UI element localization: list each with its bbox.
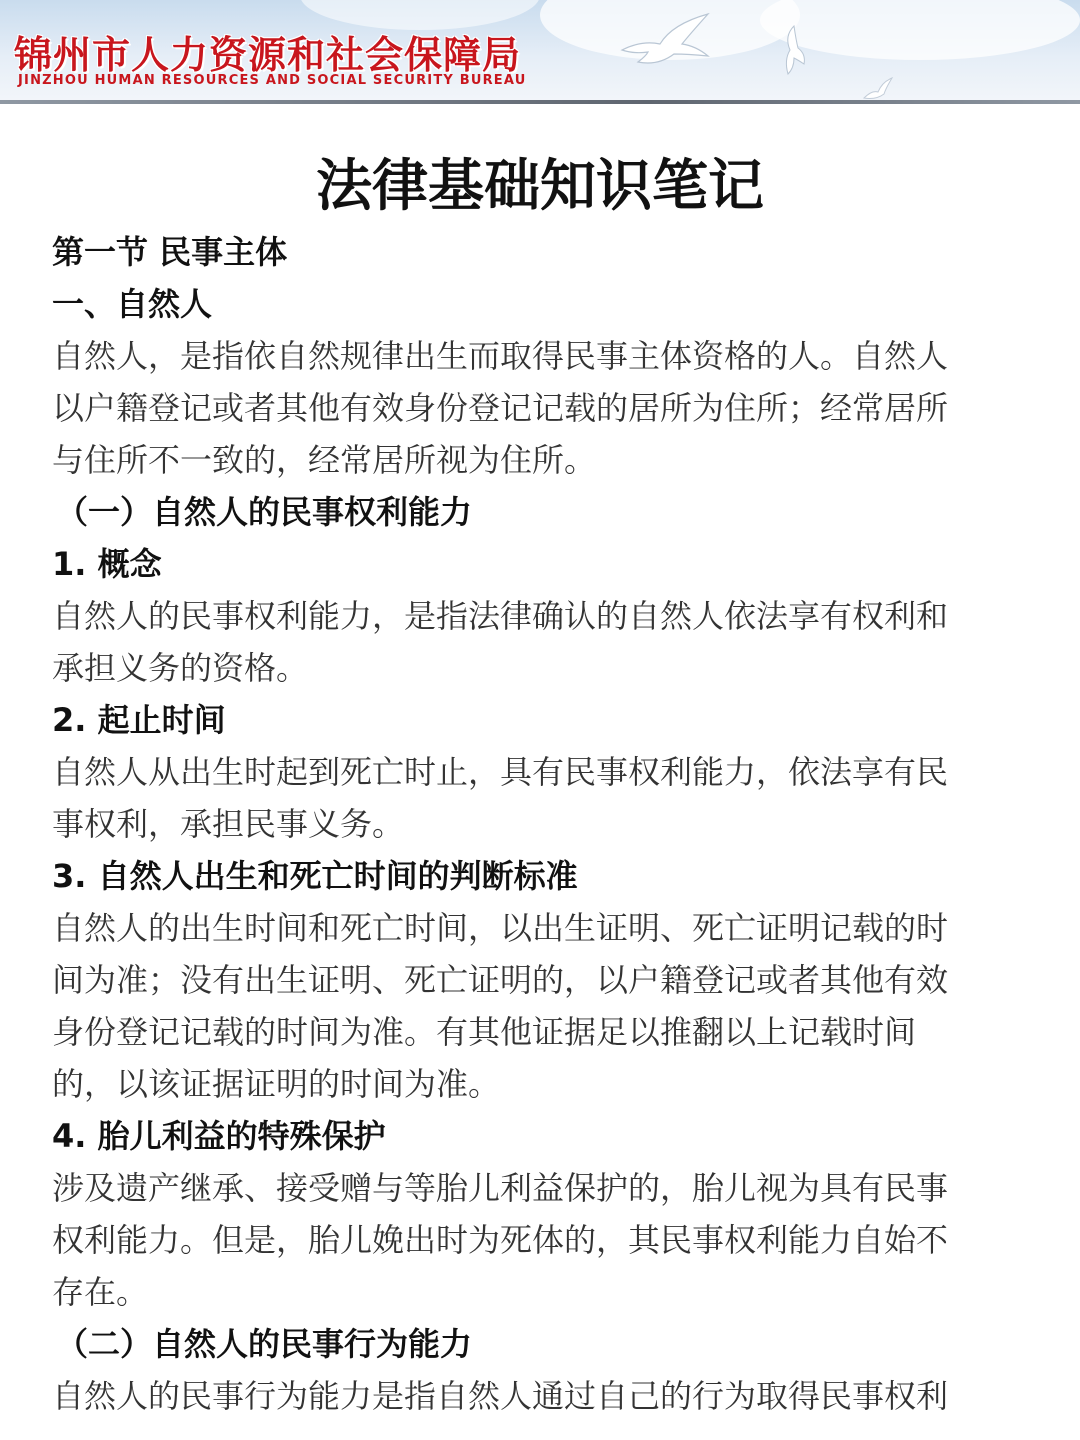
notes-content: [52, 226, 1028, 1422]
section-heading: 第一节 民事主体: [52, 233, 288, 271]
paragraph-line: 自然人的民事行为能力是指自然人通过自己的行为取得民事权利: [52, 1377, 949, 1415]
bureau-name-cn: 锦州市人力资源和社会保障局: [14, 33, 522, 77]
paragraph-line: 承担义务的资格。: [52, 649, 309, 687]
paragraph-line: 自然人的出生时间和死亡时间，以出生证明、死亡证明记载的时: [52, 909, 949, 947]
item-heading: 4. 胎儿利益的特殊保护: [52, 1117, 386, 1155]
paragraph-line: 身份登记记载的时间为准。有其他证据足以推翻以上记载时间: [52, 1013, 917, 1051]
header-banner: [0, 0, 1080, 104]
paragraph-line: 事权利，承担民事义务。: [52, 805, 405, 843]
page-title: 法律基础知识笔记: [316, 153, 764, 219]
paragraph-line: 涉及遗产继承、接受赠与等胎儿利益保护的，胎儿视为具有民事: [52, 1169, 949, 1207]
paragraph-line: 间为准；没有出生证明、死亡证明的，以户籍登记或者其他有效: [52, 961, 949, 999]
paragraph-line: 自然人从出生时起到死亡时止，具有民事权利能力，依法享有民: [52, 753, 949, 791]
dove-icon: [770, 24, 810, 76]
dove-icon: [612, 10, 722, 70]
item-heading: 1. 概念: [52, 545, 162, 583]
paragraph-line: 的，以该证据证明的时间为准。: [52, 1065, 501, 1103]
paragraph-line: 权利能力。但是，胎儿娩出时为死体的，其民事权利能力自始不: [52, 1221, 949, 1259]
banner-divider: [0, 100, 1080, 104]
item-heading: 3. 自然人出生和死亡时间的判断标准: [52, 857, 578, 895]
paragraph-line: 自然人的民事权利能力，是指法律确认的自然人依法享有权利和: [52, 597, 949, 635]
dove-icon: [862, 76, 894, 102]
subsection-heading: （二）自然人的民事行为能力: [56, 1325, 473, 1363]
item-heading: 2. 起止时间: [52, 701, 226, 739]
paragraph-line: 存在。: [52, 1273, 149, 1311]
subsection-heading: 一、自然人: [52, 285, 213, 323]
paragraph-line: 与住所不一致的，经常居所视为住所。: [52, 441, 597, 479]
paragraph-line: 自然人，是指依自然规律出生而取得民事主体资格的人。自然人: [52, 337, 949, 375]
bureau-name-en: JINZHOU HUMAN RESOURCES AND SOCIAL SECURITY BUREAU: [18, 73, 527, 88]
subsection-heading: （一）自然人的民事权利能力: [56, 493, 473, 531]
paragraph-line: 以户籍登记或者其他有效身份登记记载的居所为住所；经常居所: [52, 389, 949, 427]
